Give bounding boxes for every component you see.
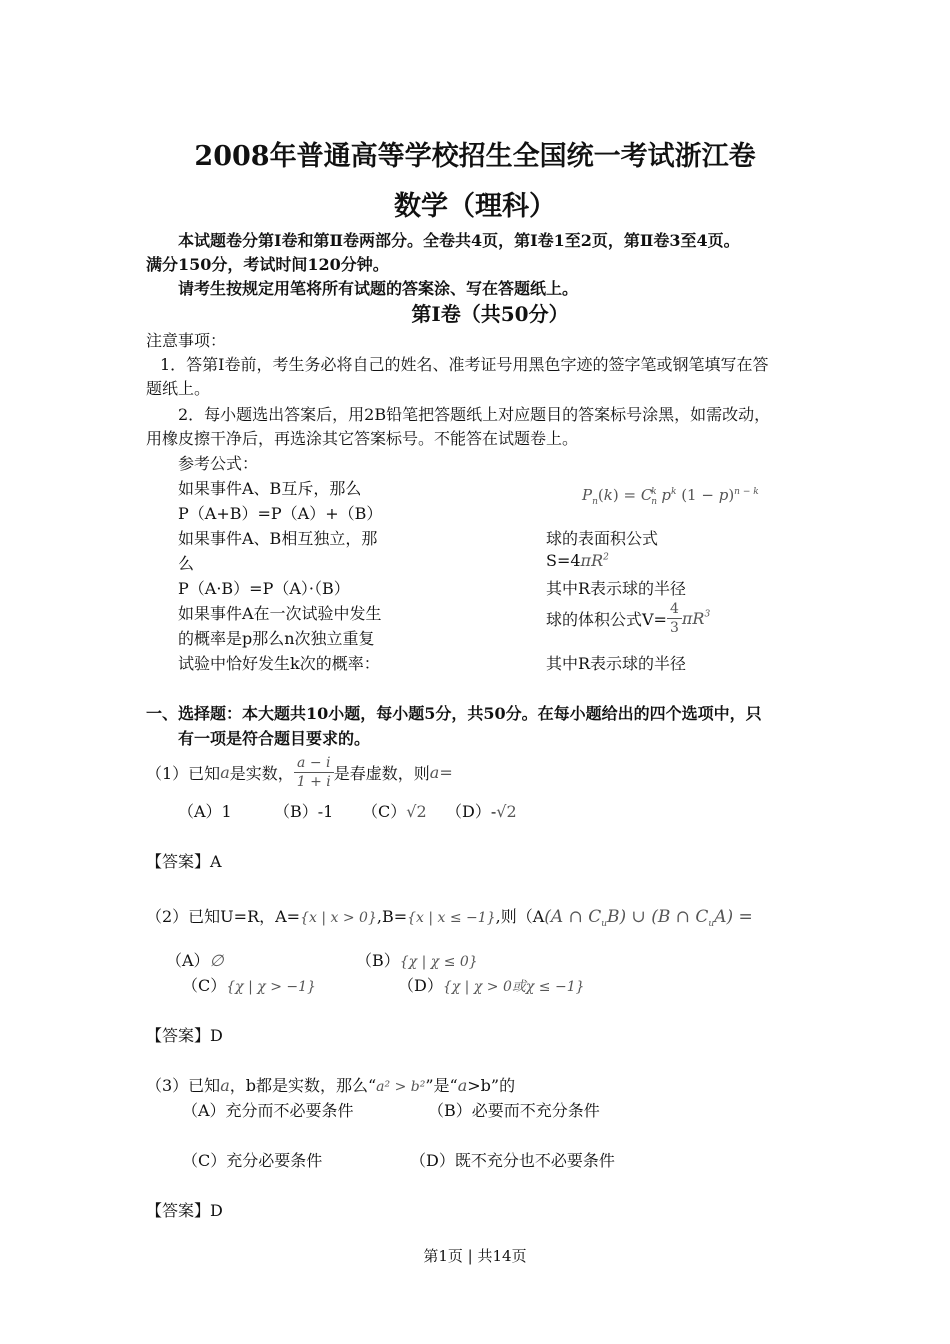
formula-left-5: 如果事件A在一次试验中发生 bbox=[178, 604, 382, 623]
formulas-heading: 参考公式： bbox=[178, 454, 259, 473]
radius-note-2: 其中R表示球的半径 bbox=[546, 654, 687, 673]
part1-heading-a: 一、选择题：本大题共10小题，每小题5分，共50分。在每小题给出的四个选项中，只 bbox=[146, 704, 762, 723]
page-title: 2008年普通高等学校招生全国统一考试浙江卷 bbox=[194, 141, 756, 172]
q2-option-d: （D）{χ | χ > 0或χ ≤ −1} bbox=[398, 976, 585, 995]
binomial-formula: $P_n(k) = C_n^k$ $p^k$ $(1 - p)^{n - k}$ bbox=[582, 486, 759, 507]
section1-title: 第Ⅰ卷（共50分） bbox=[411, 302, 569, 326]
q1-answer: 【答案】A bbox=[146, 852, 222, 871]
q3-option-a: （A）充分而不必要条件 bbox=[182, 1101, 354, 1120]
formula-left-3: 么 bbox=[178, 554, 195, 573]
q1-option-d: （D）-√2 bbox=[446, 802, 517, 821]
page-footer: 第1页 | 共14页 bbox=[423, 1247, 527, 1265]
note-2a: 2．每小题选出答案后，用2B铅笔把答题纸上对应题目的答案标号涂黑，如需改动， bbox=[178, 405, 771, 424]
q2-stem: （2）已知U=R，A={x | x > 0},B={x | x ≤ −1},则（A(A ∩ $C_uB$) ∪ (B ∩ $C_uA$) = bbox=[146, 907, 753, 930]
q1-option-a: （A）1 bbox=[178, 802, 232, 821]
sphere-area-label: 球的表面积公式 bbox=[546, 529, 659, 548]
q2-answer: 【答案】D bbox=[146, 1026, 223, 1045]
q2-option-b: （B）{χ | χ ≤ 0} bbox=[356, 951, 478, 970]
q3-stem: （3）已知a，b都是实数，那么“a² > b²”是“a>b”的 bbox=[146, 1076, 516, 1095]
q3-answer: 【答案】D bbox=[146, 1201, 223, 1220]
q1-option-b: （B）-1 bbox=[274, 802, 334, 821]
sphere-area-formula: $S=4\pi R^2$ bbox=[546, 551, 609, 570]
q2-option-a: （A）∅ bbox=[166, 951, 224, 970]
page-subtitle: 数学（理科） bbox=[394, 191, 556, 222]
q2-option-c: （C）{χ | χ > −1} bbox=[182, 976, 316, 995]
q3-option-d: （D）既不充分也不必要条件 bbox=[410, 1151, 615, 1170]
formula-left-1: P（A+B）=P（A）+（B） bbox=[178, 504, 383, 523]
note-2b: 用橡皮擦干净后，再选涂其它答案标号。不能答在试题卷上。 bbox=[146, 429, 579, 448]
intro-line1: 本试题卷分第Ⅰ卷和第Ⅱ卷两部分。全卷共4页，第Ⅰ卷1至2页，第Ⅱ卷3至4页。 bbox=[178, 231, 740, 250]
q1-option-c: （C）√2 bbox=[362, 802, 427, 821]
sphere-volume-formula: 球的体积公式V= $\frac{4}{3}$ $\pi R^3$ bbox=[546, 601, 711, 636]
note-1b: 题纸上。 bbox=[146, 379, 211, 398]
formula-left-7: 试验中恰好发生k次的概率： bbox=[178, 654, 380, 673]
formula-left-4: P（A·B）=P（A）·（B） bbox=[178, 579, 350, 598]
intro-line2: 满分150分，考试时间120分钟。 bbox=[146, 255, 389, 274]
q3-option-b: （B）必要而不充分条件 bbox=[428, 1101, 600, 1120]
part1-heading-b: 有一项是符合题目要求的。 bbox=[178, 729, 371, 748]
q3-option-c: （C）充分必要条件 bbox=[182, 1151, 323, 1170]
radius-note-1: 其中R表示球的半径 bbox=[546, 579, 687, 598]
formula-left-0: 如果事件A、B互斥，那么 bbox=[178, 479, 362, 498]
formula-left-6: 的概率是p那么n次独立重复 bbox=[178, 629, 375, 648]
note-1a: 1．答第Ⅰ卷前，考生务必将自己的姓名、准考证号用黑色字迹的签字笔或钢笔填写在答 bbox=[160, 355, 769, 374]
intro-line3: 请考生按规定用笔将所有试题的答案涂、写在答题纸上。 bbox=[178, 279, 579, 298]
q1-stem: （1）已知a是实数， $\frac{a - i}{1 + i}$ 是春虚数，则a= bbox=[146, 755, 453, 790]
formula-left-2: 如果事件A、B相互独立，那 bbox=[178, 529, 378, 548]
notes-heading: 注意事项： bbox=[146, 331, 227, 350]
